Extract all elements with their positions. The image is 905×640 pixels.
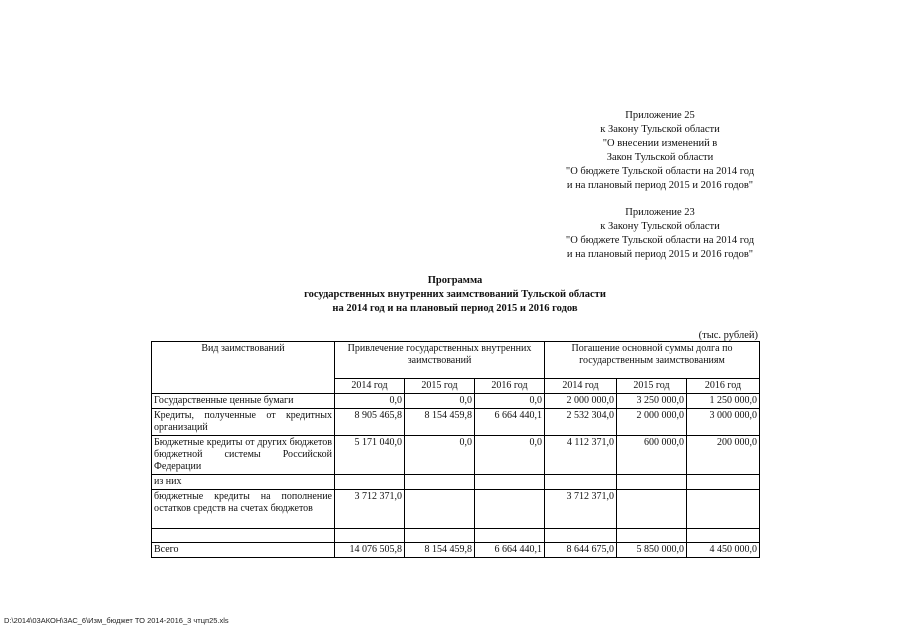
cell-value <box>405 490 475 529</box>
table-row <box>152 529 760 543</box>
cell-value: 5 850 000,0 <box>617 543 687 558</box>
annex-previous-note <box>530 206 790 262</box>
units-label: (тыс. рублей) <box>698 330 758 341</box>
cell-value <box>335 475 405 490</box>
cell-value: 8 905 465,8 <box>335 409 405 436</box>
row-label: Кредиты, полученные от кредитных организаций <box>152 409 335 436</box>
year-header: 2014 год <box>545 379 617 394</box>
annex-line: и на плановый период 2015 и 2016 годов" <box>566 249 754 260</box>
cell-value: 4 450 000,0 <box>687 543 760 558</box>
cell-value: 8 154 459,8 <box>405 543 475 558</box>
cell-value: 0,0 <box>405 394 475 409</box>
cell-value <box>617 490 687 529</box>
year-header: 2015 год <box>405 379 475 394</box>
cell-value: 6 664 440,1 <box>475 543 545 558</box>
row-label: Всего <box>152 543 335 558</box>
cell-value: 0,0 <box>405 436 475 475</box>
annex-line: Закон Тульской области <box>606 152 714 163</box>
table-row <box>152 436 760 475</box>
year-header: 2016 год <box>475 379 545 394</box>
table-header-row <box>152 342 760 379</box>
cell-value: 14 076 505,8 <box>335 543 405 558</box>
cell-value: 4 112 371,0 <box>545 436 617 475</box>
cell-value: 0,0 <box>475 436 545 475</box>
cell-value <box>687 475 760 490</box>
cell-value: 0,0 <box>475 394 545 409</box>
cell-value: 2 000 000,0 <box>617 409 687 436</box>
cell-value: 2 532 304,0 <box>545 409 617 436</box>
cell-value: 1 250 000,0 <box>687 394 760 409</box>
row-label: Государственные ценные бумаги <box>152 394 335 409</box>
annex-current-note <box>530 109 790 193</box>
cell-value <box>475 529 545 543</box>
row-label: из них <box>152 475 335 490</box>
table-row-total <box>152 543 760 558</box>
annex-line: Приложение 25 <box>625 110 695 121</box>
header-attraction: Привлечение государственных внутренних заимствований <box>335 342 545 379</box>
document-title <box>250 274 660 316</box>
cell-value: 3 712 371,0 <box>335 490 405 529</box>
annex-line: Приложение 23 <box>625 207 695 218</box>
cell-value: 200 000,0 <box>687 436 760 475</box>
cell-value <box>475 475 545 490</box>
cell-value: 3 712 371,0 <box>545 490 617 529</box>
annex-line: и на плановый период 2015 и 2016 годов" <box>566 180 754 191</box>
cell-value <box>475 490 545 529</box>
row-label: Бюджетные кредиты от других бюджетов бюджетной системы Российской Федерации <box>152 436 335 475</box>
row-label <box>152 529 335 543</box>
annex-line: "О бюджете Тульской области на 2014 год <box>565 166 755 177</box>
title-line: Программа <box>427 275 483 286</box>
cell-value: 2 000 000,0 <box>545 394 617 409</box>
file-path-footer: D:\2014\03АКОН\3АС_6\Изм_бюджет ТО 2014-2016_3 чтцп25.xls <box>4 616 229 625</box>
title-line: государственных внутренних заимствований Тульской области <box>304 289 606 300</box>
annex-line: "О внесении изменений в <box>602 138 718 149</box>
table-row <box>152 490 760 529</box>
table-row <box>152 394 760 409</box>
row-label: бюджетные кредиты на пополнение остатков средств на счетах бюджетов <box>152 490 335 529</box>
annex-line: к Закону Тульской области <box>600 221 720 232</box>
cell-value <box>335 529 405 543</box>
title-line: на 2014 год и на плановый период 2015 и 2016 годов <box>332 303 578 314</box>
header-repayment: Погашение основной суммы долга по государственным заимствованиям <box>545 342 760 379</box>
cell-value: 3 000 000,0 <box>687 409 760 436</box>
cell-value: 600 000,0 <box>617 436 687 475</box>
cell-value <box>405 529 475 543</box>
year-header: 2015 год <box>617 379 687 394</box>
year-header: 2016 год <box>687 379 760 394</box>
table-row <box>152 409 760 436</box>
annex-line: "О бюджете Тульской области на 2014 год <box>565 235 755 246</box>
cell-value: 8 644 675,0 <box>545 543 617 558</box>
cell-value <box>687 490 760 529</box>
cell-value: 0,0 <box>335 394 405 409</box>
borrowing-program-table <box>151 341 760 558</box>
cell-value: 6 664 440,1 <box>475 409 545 436</box>
cell-value: 8 154 459,8 <box>405 409 475 436</box>
table-row <box>152 475 760 490</box>
cell-value: 3 250 000,0 <box>617 394 687 409</box>
cell-value <box>545 529 617 543</box>
cell-value <box>617 475 687 490</box>
cell-value: 5 171 040,0 <box>335 436 405 475</box>
year-header: 2014 год <box>335 379 405 394</box>
cell-value <box>687 529 760 543</box>
cell-value <box>405 475 475 490</box>
header-borrowing-type: Вид заимствований <box>152 342 335 394</box>
annex-line: к Закону Тульской области <box>600 124 720 135</box>
cell-value <box>545 475 617 490</box>
cell-value <box>617 529 687 543</box>
